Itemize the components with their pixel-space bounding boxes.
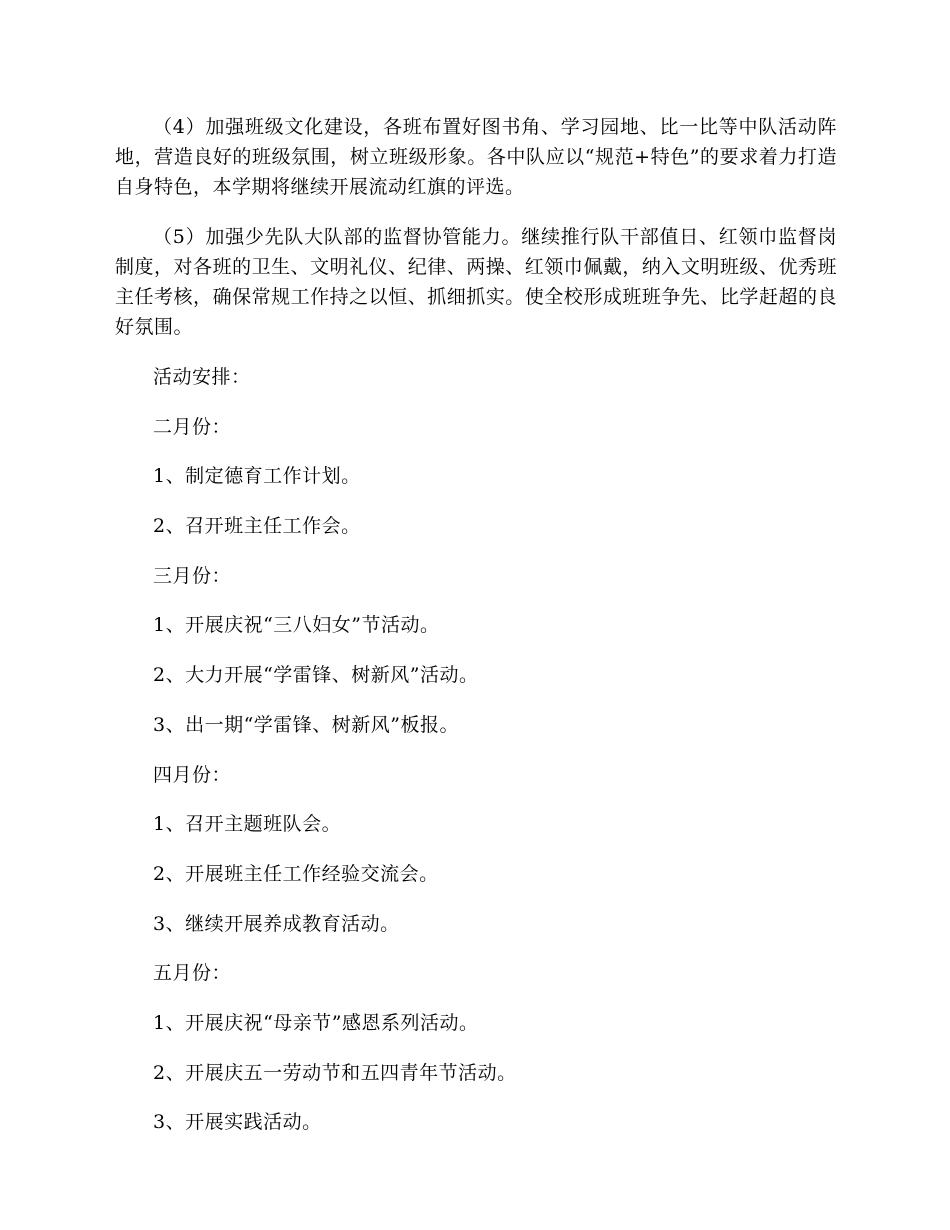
list-item: 3、继续开展养成教育活动。 (153, 912, 400, 935)
list-item: 1、制定德育工作计划。 (153, 465, 361, 488)
list-item: 1、开展庆祝“三八妇女”节活动。 (153, 614, 440, 637)
list-item: 1、开展庆祝“母亲节”感恩系列活动。 (153, 1011, 479, 1034)
paragraph-class-culture: （4）加强班级文化建设，各班布置好图书角、学习园地、比一比等中队活动阵地，营造良好的班级氛围，树立班级形象。各中队应以“规范+特色”的要求着力打造自身特色，本学期将继续开展流动红旗的评选。 (115, 116, 837, 198)
list-item: 1、召开主题班队会。 (153, 813, 342, 836)
list-item: 2、开展庆五一劳动节和五四青年节活动。 (153, 1061, 517, 1084)
paragraph-supervision: （5）加强少先队大队部的监督协管能力。继续推行队干部值日、红领巾监督岗制度，对各班的卫生、文明礼仪、纪律、两操、红领巾佩戴，纳入文明班级、优秀班主任考核，确保常规工作持之以恒、抓细抓实。使全校形成班班争先、比学赶超的良好氛围。 (115, 226, 837, 338)
month-label-march: 三月份： (153, 564, 232, 587)
document-page (115, 112, 837, 1157)
month-label-february: 二月份： (153, 415, 232, 438)
list-item: 2、开展班主任工作经验交流会。 (153, 862, 439, 885)
list-item: 2、召开班主任工作会。 (153, 515, 361, 538)
month-label-may: 五月份： (153, 962, 232, 985)
month-label-april: 四月份： (153, 763, 232, 786)
list-item: 3、开展实践活动。 (153, 1111, 322, 1134)
schedule-heading: 活动安排： (153, 366, 251, 388)
list-item: 2、大力开展“学雷锋、树新风”活动。 (153, 664, 479, 687)
list-item: 3、出一期“学雷锋、树新风”板报。 (153, 713, 460, 736)
